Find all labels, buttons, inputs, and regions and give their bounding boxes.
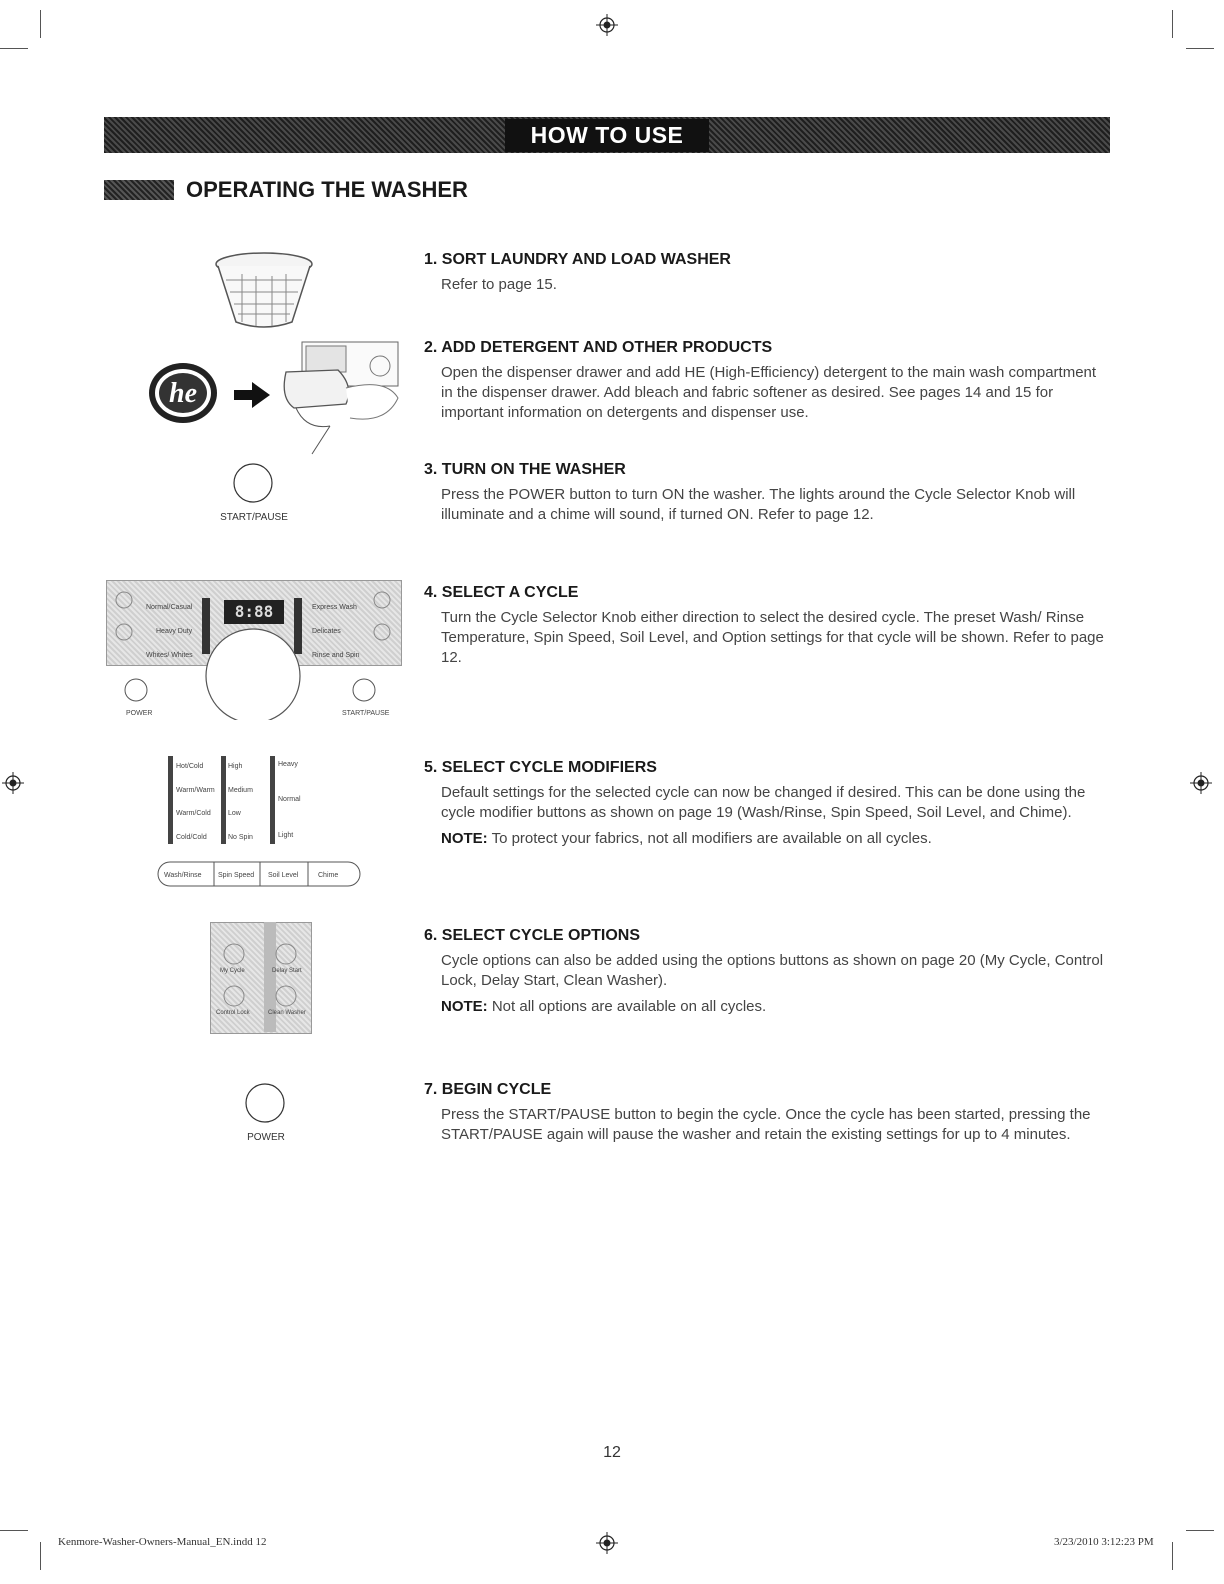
crop-mark bbox=[1186, 48, 1214, 49]
arrow-right-icon bbox=[234, 382, 270, 408]
page-number: 12 bbox=[603, 1444, 621, 1461]
option-clean-washer: Clean Washer bbox=[268, 1010, 306, 1016]
option-my-cycle: My Cycle bbox=[220, 968, 245, 974]
step-6-title: 6. SELECT CYCLE OPTIONS bbox=[424, 927, 641, 944]
panel-cycle-left-2: Whites/ Whites bbox=[146, 652, 193, 659]
panel-power-caption: POWER bbox=[126, 710, 153, 717]
temp-option-1: Warm/Warm bbox=[176, 787, 215, 794]
soil-option-2: Light bbox=[278, 832, 294, 839]
option-delay-start: Delay Start bbox=[272, 968, 302, 974]
step-1-text: Refer to page 15. bbox=[441, 276, 557, 293]
step-2-text: Open the dispenser drawer and add HE (High-Efficiency) detergent to the main wash compartment in the dispenser drawer. Add bleach and fabric softener as desired. See pages 14 and 15 for important information on detergents and dispenser use. bbox=[441, 364, 1097, 421]
footer-filename: Kenmore-Washer-Owners-Manual_EN.indd 12 bbox=[58, 1536, 267, 1548]
start-pause-caption: START/PAUSE bbox=[220, 512, 288, 523]
soil-option-1: Normal bbox=[278, 796, 301, 803]
temp-option-2: Warm/Cold bbox=[176, 810, 211, 817]
step-5-note bbox=[441, 829, 1108, 849]
registration-mark-icon bbox=[596, 14, 618, 36]
panel-cycle-right-0: Express Wash bbox=[312, 604, 357, 611]
crop-mark bbox=[0, 1530, 28, 1531]
step-4 bbox=[424, 584, 1108, 674]
step-7-title: 7. BEGIN CYCLE bbox=[424, 1081, 552, 1098]
options-panel-illustration bbox=[210, 922, 310, 1032]
panel-cycle-right-1: Delicates bbox=[312, 628, 341, 635]
step-1-title: 1. SORT LAUNDRY AND LOAD WASHER bbox=[424, 251, 731, 268]
panel-cycle-left-0: Normal/Casual bbox=[146, 604, 193, 611]
crop-mark bbox=[1172, 10, 1173, 38]
he-logo-icon bbox=[146, 360, 220, 426]
registration-mark-icon bbox=[2, 772, 24, 794]
crop-mark bbox=[40, 10, 41, 38]
step-7-text: Press the START/PAUSE button to begin the cycle. Once the cycle has been started, pressing the START/PAUSE again will pause the washer and retain the existing settings for up to 4 minutes. bbox=[441, 1106, 1091, 1143]
step-2-title: 2. ADD DETERGENT AND OTHER PRODUCTS bbox=[424, 339, 773, 356]
step-6-text: Cycle options can also be added using the options buttons as shown on page 20 (My Cycle, Control Lock, Delay Start, Clean Washer). bbox=[441, 952, 1104, 989]
spin-option-1: Medium bbox=[228, 787, 253, 794]
step-4-text: Turn the Cycle Selector Knob either direction to select the desired cycle. The preset Wash/ Rinse Temperature, Spin Speed, Soil Level, and Option settings for that cycle will be shown. Refer to page 12. bbox=[441, 609, 1104, 666]
power-caption: POWER bbox=[247, 1132, 285, 1143]
start-pause-button-illustration bbox=[232, 462, 274, 504]
laundry-basket-icon bbox=[212, 250, 316, 330]
panel-cycle-left-1: Heavy Duty bbox=[156, 628, 193, 635]
modifier-button-soil-level: Soil Level bbox=[268, 872, 299, 879]
panel-display: 8:88 bbox=[234, 602, 274, 621]
crop-mark bbox=[1172, 1542, 1173, 1570]
step-6-note-text: Not all options are available on all cycles. bbox=[491, 998, 767, 1015]
modifier-button-chime: Chime bbox=[318, 872, 339, 879]
step-5 bbox=[424, 759, 1108, 855]
step-6-note-label: NOTE: bbox=[441, 998, 488, 1015]
soil-option-0: Heavy bbox=[278, 761, 298, 768]
option-control-lock: Control Lock bbox=[216, 1010, 250, 1016]
spin-option-2: Low bbox=[228, 810, 241, 817]
panel-cycle-right-2: Rinse and Spin bbox=[312, 652, 360, 659]
panel-start-caption: START/PAUSE bbox=[342, 710, 390, 717]
step-2 bbox=[424, 339, 1108, 429]
step-5-title: 5. SELECT CYCLE MODIFIERS bbox=[424, 759, 657, 776]
step-3-text: Press the POWER button to turn ON the washer. The lights around the Cycle Selector Knob will illuminate and a chime will sound, if turned ON. Refer to page 12. bbox=[441, 486, 1076, 523]
spin-option-3: No Spin bbox=[228, 834, 253, 841]
step-5-note-label: NOTE: bbox=[441, 830, 488, 847]
step-3 bbox=[424, 461, 1108, 531]
step-6-note bbox=[441, 997, 1108, 1017]
cycle-modifiers-illustration bbox=[156, 752, 362, 890]
step-3-title: 3. TURN ON THE WASHER bbox=[424, 461, 626, 478]
crop-mark bbox=[1186, 1530, 1214, 1531]
step-4-title: 4. SELECT A CYCLE bbox=[424, 584, 579, 601]
banner-title: HOW TO USE bbox=[505, 119, 710, 152]
control-panel-illustration bbox=[106, 580, 400, 720]
modifier-button-wash-rinse: Wash/Rinse bbox=[164, 872, 202, 879]
spin-option-0: High bbox=[228, 763, 243, 770]
step-6 bbox=[424, 927, 1108, 1023]
temp-option-0: Hot/Cold bbox=[176, 763, 204, 770]
section-title: OPERATING THE WASHER bbox=[186, 177, 468, 202]
step-5-note-text: To protect your fabrics, not all modifiers are available on all cycles. bbox=[491, 830, 932, 847]
dispenser-drawer-illustration bbox=[276, 338, 402, 456]
temp-option-3: Cold/Cold bbox=[176, 834, 207, 841]
header-banner bbox=[104, 117, 1110, 153]
crop-mark bbox=[40, 1542, 41, 1570]
registration-mark-icon bbox=[1190, 772, 1212, 794]
step-7 bbox=[424, 1081, 1108, 1151]
power-button-illustration bbox=[244, 1082, 286, 1124]
registration-mark-icon bbox=[596, 1532, 618, 1554]
step-1 bbox=[424, 251, 1108, 301]
modifier-button-spin-speed: Spin Speed bbox=[218, 872, 255, 879]
step-5-text: Default settings for the selected cycle can now be changed if desired. This can be done using the cycle modifier buttons as shown on page 19 (Wash/Rinse, Spin Speed, Soil Level, and Chime). bbox=[441, 784, 1086, 821]
footer-timestamp: 3/23/2010 3:12:23 PM bbox=[1054, 1536, 1154, 1548]
crop-mark bbox=[0, 48, 28, 49]
section-marker bbox=[104, 180, 174, 200]
he-logo-text: he bbox=[169, 378, 197, 409]
